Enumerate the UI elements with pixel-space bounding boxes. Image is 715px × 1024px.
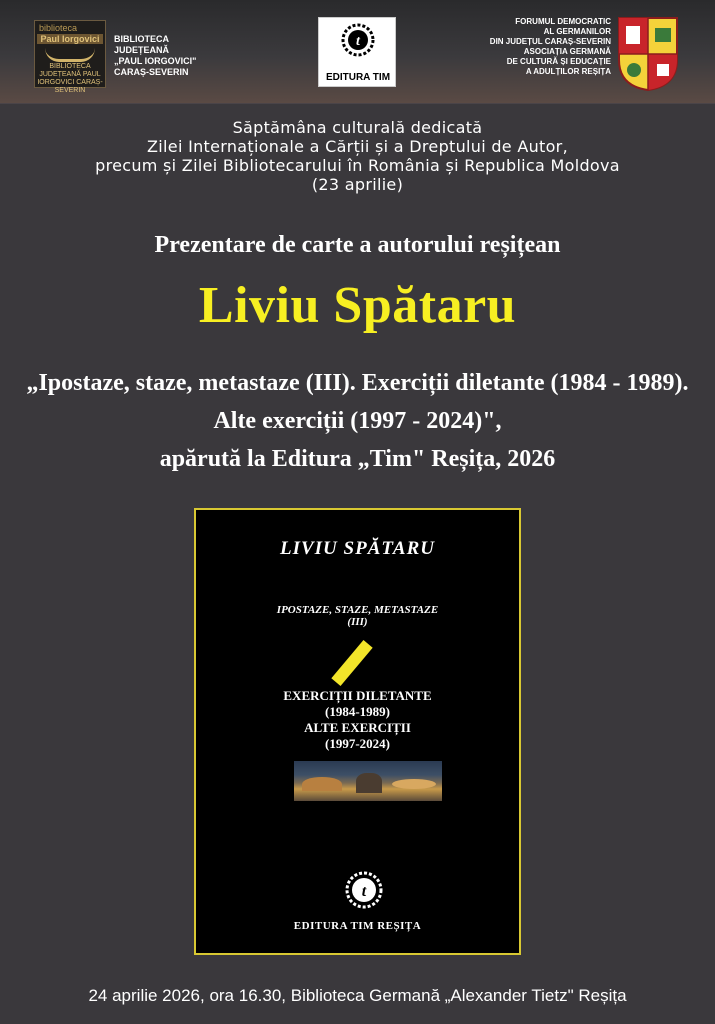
svg-text:t: t [361, 883, 367, 900]
cover-exercises-line: (1997-2024) [325, 736, 390, 751]
library-name [114, 34, 196, 78]
library-name-line: CARAȘ-SEVERIN [114, 67, 189, 77]
intro-line: (23 aprilie) [311, 175, 404, 194]
intro-line: precum și Zilei Bibliotecarului în România și Republica Moldova [95, 156, 620, 175]
forum-line: FORUMUL DEMOCRATIC [515, 17, 611, 26]
library-logo-caption: BIBLIOTECA JUDEȚEANĂ PAUL IORGOVICI CARAȘ-SEVERIN [37, 63, 103, 94]
publisher-logo [318, 17, 396, 87]
cover-photo [294, 761, 442, 801]
cover-subtitle [196, 604, 519, 628]
library-name-line: BIBLIOTECA [114, 34, 169, 44]
forum-line: AL GERMANILOR [543, 27, 611, 36]
intro-line: Săptămâna culturală dedicată [232, 118, 483, 137]
author-name: Liviu Spătaru [198, 277, 517, 334]
publisher-logo-text: EDITURA TIM [325, 72, 391, 83]
yellow-slash-mark [331, 640, 372, 686]
header-banner [0, 0, 715, 104]
forum-line: DIN JUDEȚUL CARAȘ-SEVERIN [489, 37, 611, 46]
open-book-icon [45, 48, 95, 62]
cover-exercises-line: (1984-1989) [325, 704, 390, 719]
cover-exercises-line: EXERCIȚII DILETANTE [283, 688, 432, 703]
forum-line: DE CULTURĂ ȘI EDUCAȚIE [506, 57, 611, 66]
book-title-line: „Ipostaze, staze, metastaze (III). Exerciții diletante (1984 - 1989). [26, 370, 689, 396]
presentation-heading: Prezentare de carte a autorului reșițean [154, 232, 561, 258]
book-title [0, 364, 715, 478]
library-name-line: „PAUL IORGOVICI" [114, 56, 197, 66]
library-logo-name: Paul Iorgovici [37, 34, 103, 44]
publisher-emblem-icon [344, 870, 384, 910]
cover-exercises-line: ALTE EXERCIȚII [304, 720, 411, 735]
library-logo-top-text: biblioteca [39, 23, 78, 33]
intro-line: Zilei Internaționale a Cărții și a Dreptului de Autor, [147, 137, 568, 156]
forum-line: A ADULȚILOR REȘIȚA [525, 67, 611, 76]
intro-text [0, 118, 715, 194]
cover-photo-shape [392, 779, 436, 789]
cover-photo-shape [302, 777, 342, 791]
publisher-emblem-icon [341, 23, 375, 57]
library-name-line: JUDEȚEANĂ [114, 45, 170, 55]
book-title-line: apărută la Editura „Tim" Reșița, 2026 [159, 446, 556, 472]
forum-text [490, 17, 611, 77]
book-cover [194, 508, 521, 955]
cover-photo-shape [356, 773, 382, 793]
event-details: 24 aprilie 2026, ora 16.30, Biblioteca Germană „Alexander Tietz" Reșița [88, 986, 627, 1005]
cover-subtitle-line: IPOSTAZE, STAZE, METASTAZE [276, 604, 439, 616]
svg-text:t: t [356, 34, 360, 49]
cover-author: LIVIU SPĂTARU [279, 538, 435, 559]
cover-exercises [196, 688, 519, 752]
book-title-line: Alte exerciții (1997 - 2024)", [213, 408, 502, 434]
cover-publisher: EDITURA TIM REȘIȚA [293, 920, 422, 932]
cover-subtitle-line: (III) [347, 616, 368, 628]
coat-of-arms-icon [617, 16, 679, 92]
library-logo [34, 20, 106, 94]
forum-line: ASOCIAȚIA GERMANĂ [523, 47, 611, 56]
